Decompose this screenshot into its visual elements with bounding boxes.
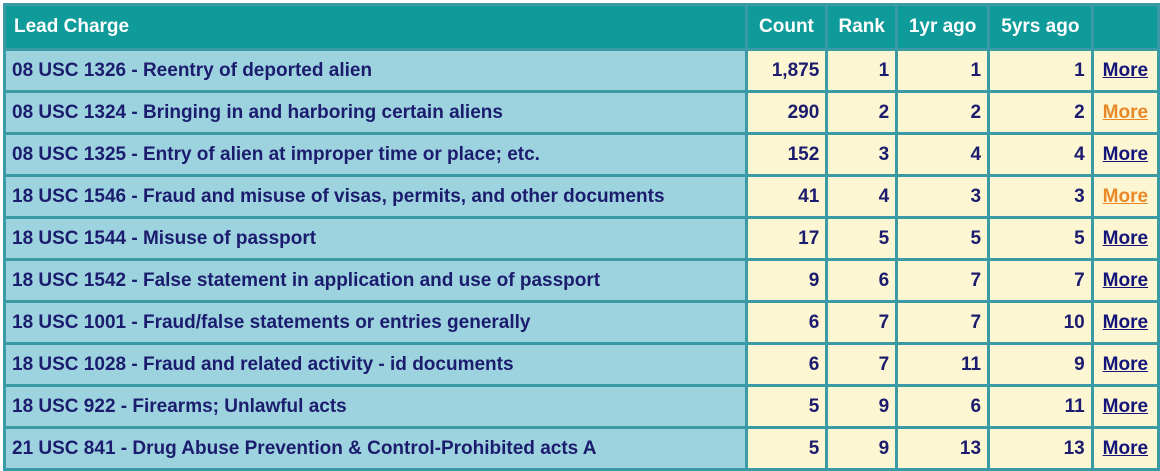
more-link[interactable]: More <box>1102 101 1149 123</box>
five-yrs-ago-cell: 7 <box>990 261 1091 300</box>
charge-cell: 18 USC 1546 - Fraud and misuse of visas, permits, and other documents <box>6 177 745 216</box>
five-yrs-ago-cell: 3 <box>990 177 1091 216</box>
one-yr-ago-cell: 3 <box>898 177 987 216</box>
more-cell <box>1094 261 1157 300</box>
charge-cell: 08 USC 1325 - Entry of alien at improper time or place; etc. <box>6 135 745 174</box>
more-cell <box>1094 93 1157 132</box>
header-1yr-ago: 1yr ago <box>898 6 987 48</box>
count-cell: 152 <box>748 135 826 174</box>
more-link[interactable]: More <box>1102 59 1149 81</box>
count-cell: 290 <box>748 93 826 132</box>
header-more <box>1094 6 1157 48</box>
charge-cell: 18 USC 1544 - Misuse of passport <box>6 219 745 258</box>
table-row <box>6 429 1157 468</box>
count-cell: 1,875 <box>748 51 826 90</box>
one-yr-ago-cell: 5 <box>898 219 987 258</box>
more-link[interactable]: More <box>1102 269 1149 291</box>
count-cell: 41 <box>748 177 826 216</box>
more-link[interactable]: More <box>1102 227 1149 249</box>
header-5yrs-ago: 5yrs ago <box>990 6 1091 48</box>
more-link[interactable]: More <box>1102 143 1149 165</box>
five-yrs-ago-cell: 13 <box>990 429 1091 468</box>
one-yr-ago-cell: 7 <box>898 303 987 342</box>
count-cell: 9 <box>748 261 826 300</box>
more-cell <box>1094 177 1157 216</box>
charge-cell: 18 USC 1542 - False statement in application and use of passport <box>6 261 745 300</box>
more-link[interactable]: More <box>1102 185 1149 207</box>
table-row <box>6 387 1157 426</box>
five-yrs-ago-cell: 9 <box>990 345 1091 384</box>
more-link[interactable]: More <box>1102 437 1149 459</box>
more-link[interactable]: More <box>1102 311 1149 333</box>
charge-cell: 18 USC 1028 - Fraud and related activity - id documents <box>6 345 745 384</box>
more-link[interactable]: More <box>1102 353 1149 375</box>
rank-cell: 6 <box>828 261 895 300</box>
rank-cell: 7 <box>828 345 895 384</box>
table-row <box>6 303 1157 342</box>
header-lead-charge: Lead Charge <box>6 6 745 48</box>
more-cell <box>1094 387 1157 426</box>
rank-cell: 2 <box>828 93 895 132</box>
lead-charges-table <box>3 3 1160 471</box>
more-cell <box>1094 219 1157 258</box>
rank-cell: 4 <box>828 177 895 216</box>
count-cell: 6 <box>748 303 826 342</box>
rank-cell: 9 <box>828 429 895 468</box>
table-row <box>6 51 1157 90</box>
more-cell <box>1094 135 1157 174</box>
more-cell <box>1094 303 1157 342</box>
one-yr-ago-cell: 13 <box>898 429 987 468</box>
one-yr-ago-cell: 2 <box>898 93 987 132</box>
charge-cell: 08 USC 1326 - Reentry of deported alien <box>6 51 745 90</box>
table-row <box>6 219 1157 258</box>
count-cell: 5 <box>748 429 826 468</box>
more-cell <box>1094 51 1157 90</box>
one-yr-ago-cell: 6 <box>898 387 987 426</box>
table-row <box>6 177 1157 216</box>
table-row <box>6 93 1157 132</box>
charge-cell: 18 USC 922 - Firearms; Unlawful acts <box>6 387 745 426</box>
header-rank: Rank <box>828 6 895 48</box>
rank-cell: 3 <box>828 135 895 174</box>
more-link[interactable]: More <box>1102 395 1149 417</box>
one-yr-ago-cell: 11 <box>898 345 987 384</box>
rank-cell: 9 <box>828 387 895 426</box>
more-cell <box>1094 345 1157 384</box>
five-yrs-ago-cell: 5 <box>990 219 1091 258</box>
count-cell: 17 <box>748 219 826 258</box>
five-yrs-ago-cell: 10 <box>990 303 1091 342</box>
table-row <box>6 135 1157 174</box>
five-yrs-ago-cell: 1 <box>990 51 1091 90</box>
charge-cell: 18 USC 1001 - Fraud/false statements or entries generally <box>6 303 745 342</box>
five-yrs-ago-cell: 2 <box>990 93 1091 132</box>
charge-cell: 08 USC 1324 - Bringing in and harboring certain aliens <box>6 93 745 132</box>
five-yrs-ago-cell: 4 <box>990 135 1091 174</box>
one-yr-ago-cell: 4 <box>898 135 987 174</box>
rank-cell: 5 <box>828 219 895 258</box>
count-cell: 5 <box>748 387 826 426</box>
count-cell: 6 <box>748 345 826 384</box>
header-count: Count <box>748 6 826 48</box>
one-yr-ago-cell: 1 <box>898 51 987 90</box>
more-cell <box>1094 429 1157 468</box>
five-yrs-ago-cell: 11 <box>990 387 1091 426</box>
table-row <box>6 261 1157 300</box>
rank-cell: 1 <box>828 51 895 90</box>
one-yr-ago-cell: 7 <box>898 261 987 300</box>
table-row <box>6 345 1157 384</box>
table-header-row <box>6 6 1157 48</box>
rank-cell: 7 <box>828 303 895 342</box>
table-body <box>6 51 1157 468</box>
charge-cell: 21 USC 841 - Drug Abuse Prevention & Control-Prohibited acts A <box>6 429 745 468</box>
